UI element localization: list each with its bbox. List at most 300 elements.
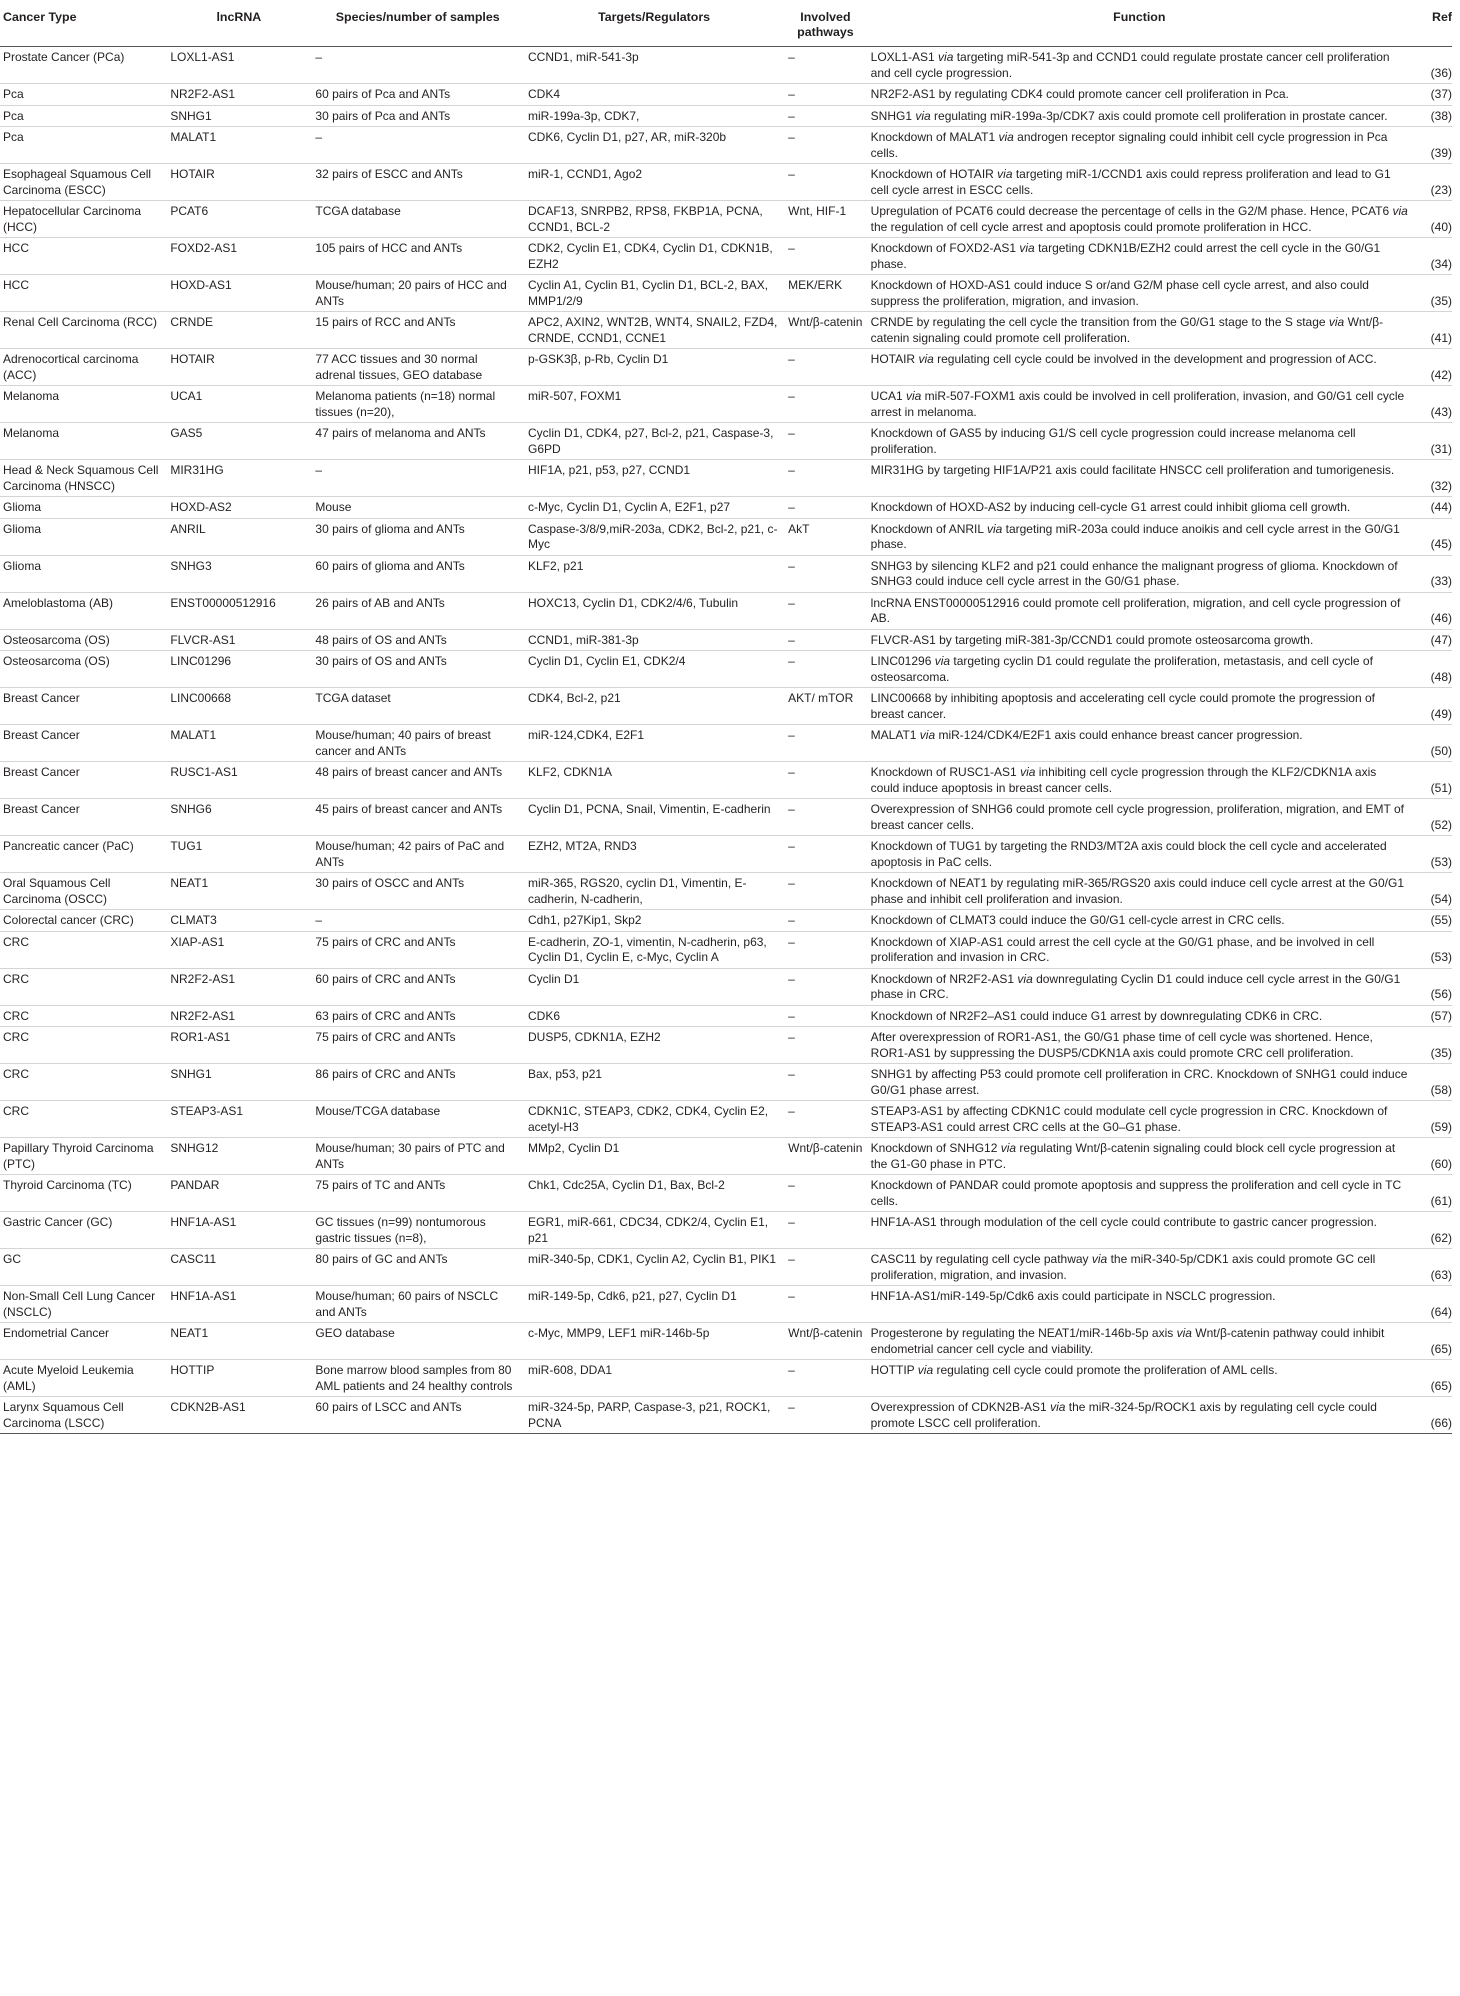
cell-cancer-type: Glioma (0, 555, 166, 592)
table-row (0, 497, 1452, 519)
cell-function: UCA1 via miR-507-FOXM1 axis could be involved in cell proliferation, invasion, and G0/G1 cell cycle arrest in melanoma. (867, 386, 1412, 423)
cell-lncrna: MALAT1 (166, 725, 311, 762)
table-row (0, 931, 1452, 968)
cell-function: Knockdown of MALAT1 via androgen receptor signaling could inhibit cell cycle progression in Pca cells. (867, 127, 1412, 164)
cell-targets-regulators: EGR1, miR-661, CDC34, CDK2/4, Cyclin E1, p21 (524, 1212, 784, 1249)
cell-targets-regulators: CCND1, miR-541-3p (524, 47, 784, 84)
cell-targets-regulators: miR-608, DDA1 (524, 1360, 784, 1397)
cell-cancer-type: HCC (0, 238, 166, 275)
table-row (0, 968, 1452, 1005)
cell-cancer-type: Oral Squamous Cell Carcinoma (OSCC) (0, 873, 166, 910)
cell-lncrna: TUG1 (166, 836, 311, 873)
cell-ref: (62) (1412, 1212, 1452, 1249)
cell-cancer-type: Larynx Squamous Cell Carcinoma (LSCC) (0, 1397, 166, 1434)
table-row (0, 762, 1452, 799)
cell-cancer-type: Ameloblastoma (AB) (0, 592, 166, 629)
cell-ref: (55) (1412, 910, 1452, 932)
table-row (0, 423, 1452, 460)
table-row (0, 725, 1452, 762)
table-row (0, 84, 1452, 106)
cell-species-samples: TCGA database (311, 201, 524, 238)
cell-function: STEAP3-AS1 by affecting CDKN1C could modulate cell cycle progression in CRC. Knockdown of STEAP3-AS1 could arrest CRC cells at the G0–G1 phase. (867, 1101, 1412, 1138)
cell-ref: (49) (1412, 688, 1452, 725)
cell-involved-pathways: – (784, 47, 867, 84)
table-row (0, 127, 1452, 164)
cell-targets-regulators: EZH2, MT2A, RND3 (524, 836, 784, 873)
cell-targets-regulators: E-cadherin, ZO-1, vimentin, N-cadherin, p63, Cyclin D1, Cyclin E, c-Myc, Cyclin A (524, 931, 784, 968)
cell-targets-regulators: CDK2, Cyclin E1, CDK4, Cyclin D1, CDKN1B, EZH2 (524, 238, 784, 275)
cell-targets-regulators: p-GSK3β, p-Rb, Cyclin D1 (524, 349, 784, 386)
cell-ref: (40) (1412, 201, 1452, 238)
cell-ref: (32) (1412, 460, 1452, 497)
cell-function: HOTTIP via regulating cell cycle could promote the proliferation of AML cells. (867, 1360, 1412, 1397)
table-row (0, 349, 1452, 386)
cell-species-samples: 47 pairs of melanoma and ANTs (311, 423, 524, 460)
cell-targets-regulators: miR-1, CCND1, Ago2 (524, 164, 784, 201)
table-header (0, 0, 1452, 47)
cell-involved-pathways: – (784, 105, 867, 127)
cell-targets-regulators: KLF2, CDKN1A (524, 762, 784, 799)
cell-lncrna: STEAP3-AS1 (166, 1101, 311, 1138)
cell-species-samples: 45 pairs of breast cancer and ANTs (311, 799, 524, 836)
cell-lncrna: NR2F2-AS1 (166, 968, 311, 1005)
cell-cancer-type: Papillary Thyroid Carcinoma (PTC) (0, 1138, 166, 1175)
cell-involved-pathways: – (784, 1397, 867, 1434)
table-row (0, 555, 1452, 592)
cell-cancer-type: Melanoma (0, 386, 166, 423)
table-row (0, 1101, 1452, 1138)
cell-lncrna: XIAP-AS1 (166, 931, 311, 968)
cell-involved-pathways: – (784, 1360, 867, 1397)
cell-ref: (60) (1412, 1138, 1452, 1175)
cell-species-samples: – (311, 910, 524, 932)
cell-ref: (43) (1412, 386, 1452, 423)
cell-lncrna: HNF1A-AS1 (166, 1212, 311, 1249)
cell-ref: (57) (1412, 1005, 1452, 1027)
table-row (0, 164, 1452, 201)
cell-species-samples: 15 pairs of RCC and ANTs (311, 312, 524, 349)
cell-involved-pathways: – (784, 238, 867, 275)
cell-targets-regulators: CCND1, miR-381-3p (524, 629, 784, 651)
cell-cancer-type: Renal Cell Carcinoma (RCC) (0, 312, 166, 349)
table-row (0, 201, 1452, 238)
cell-cancer-type: Breast Cancer (0, 688, 166, 725)
cell-involved-pathways: Wnt/β-catenin (784, 312, 867, 349)
cell-lncrna: SNHG12 (166, 1138, 311, 1175)
cell-lncrna: SNHG6 (166, 799, 311, 836)
cell-species-samples: – (311, 460, 524, 497)
cell-species-samples: Mouse/human; 20 pairs of HCC and ANTs (311, 275, 524, 312)
table-row (0, 1397, 1452, 1434)
table-row (0, 651, 1452, 688)
cell-cancer-type: Non-Small Cell Lung Cancer (NSCLC) (0, 1286, 166, 1323)
cell-species-samples: 105 pairs of HCC and ANTs (311, 238, 524, 275)
table-row (0, 1249, 1452, 1286)
cell-ref: (38) (1412, 105, 1452, 127)
cell-cancer-type: HCC (0, 275, 166, 312)
cell-species-samples: 60 pairs of LSCC and ANTs (311, 1397, 524, 1434)
table-row (0, 1360, 1452, 1397)
cell-cancer-type: Pca (0, 84, 166, 106)
cell-lncrna: LINC00668 (166, 688, 311, 725)
cell-species-samples: 75 pairs of CRC and ANTs (311, 1027, 524, 1064)
cell-cancer-type: Glioma (0, 518, 166, 555)
cell-lncrna: CRNDE (166, 312, 311, 349)
table-row (0, 629, 1452, 651)
cell-function: Overexpression of SNHG6 could promote cell cycle progression, proliferation, migration, and EMT of breast cancer cells. (867, 799, 1412, 836)
cell-species-samples: Mouse/human; 40 pairs of breast cancer and ANTs (311, 725, 524, 762)
cell-ref: (51) (1412, 762, 1452, 799)
cell-lncrna: HOTAIR (166, 164, 311, 201)
cell-involved-pathways: – (784, 460, 867, 497)
cell-involved-pathways: Wnt/β-catenin (784, 1323, 867, 1360)
cell-targets-regulators: CDK6, Cyclin D1, p27, AR, miR-320b (524, 127, 784, 164)
cell-cancer-type: Melanoma (0, 423, 166, 460)
cell-involved-pathways: – (784, 164, 867, 201)
cell-involved-pathways: – (784, 423, 867, 460)
cell-targets-regulators: Cyclin D1, Cyclin E1, CDK2/4 (524, 651, 784, 688)
cell-targets-regulators: Chk1, Cdc25A, Cyclin D1, Bax, Bcl-2 (524, 1175, 784, 1212)
cell-function: Knockdown of RUSC1-AS1 via inhibiting cell cycle progression through the KLF2/CDKN1A axis could induce apoptosis in breast cancer cells. (867, 762, 1412, 799)
cell-targets-regulators: Cyclin D1, CDK4, p27, Bcl-2, p21, Caspase-3, G6PD (524, 423, 784, 460)
cell-species-samples: Mouse/human; 30 pairs of PTC and ANTs (311, 1138, 524, 1175)
cell-involved-pathways: – (784, 1101, 867, 1138)
cell-function: Progesterone by regulating the NEAT1/miR-146b-5p axis via Wnt/β-catenin pathway could inhibit endometrial cancer cell cycle and viability. (867, 1323, 1412, 1360)
cell-function: Knockdown of PANDAR could promote apoptosis and suppress the proliferation and cell cycle in TC cells. (867, 1175, 1412, 1212)
cell-targets-regulators: CDKN1C, STEAP3, CDK2, CDK4, Cyclin E2, acetyl-H3 (524, 1101, 784, 1138)
cell-function: NR2F2-AS1 by regulating CDK4 could promote cancer cell proliferation in Pca. (867, 84, 1412, 106)
cell-involved-pathways: MEK/ERK (784, 275, 867, 312)
cell-targets-regulators: Bax, p53, p21 (524, 1064, 784, 1101)
cell-ref: (37) (1412, 84, 1452, 106)
cell-cancer-type: CRC (0, 1005, 166, 1027)
cell-species-samples: GEO database (311, 1323, 524, 1360)
table-row (0, 518, 1452, 555)
cell-function: Knockdown of NEAT1 by regulating miR-365/RGS20 axis could induce cell cycle arrest at the G0/G1 phase and inhibit cell proliferation and invasion. (867, 873, 1412, 910)
table-row (0, 1064, 1452, 1101)
cell-function: MIR31HG by targeting HIF1A/P21 axis could facilitate HNSCC cell proliferation and tumorigenesis. (867, 460, 1412, 497)
cell-cancer-type: Breast Cancer (0, 799, 166, 836)
cell-involved-pathways: – (784, 968, 867, 1005)
cell-involved-pathways: – (784, 386, 867, 423)
cell-species-samples: Mouse/human; 60 pairs of NSCLC and ANTs (311, 1286, 524, 1323)
cell-involved-pathways: Wnt/β-catenin (784, 1138, 867, 1175)
cell-ref: (48) (1412, 651, 1452, 688)
cell-species-samples: 75 pairs of TC and ANTs (311, 1175, 524, 1212)
cell-ref: (36) (1412, 47, 1452, 84)
cell-species-samples: Mouse (311, 497, 524, 519)
cell-involved-pathways: – (784, 1249, 867, 1286)
cell-cancer-type: Hepatocellular Carcinoma (HCC) (0, 201, 166, 238)
cell-involved-pathways: – (784, 497, 867, 519)
cell-cancer-type: Pca (0, 105, 166, 127)
cell-species-samples: 48 pairs of breast cancer and ANTs (311, 762, 524, 799)
cell-function: Knockdown of HOXD-AS1 could induce S or/and G2/M phase cell cycle arrest, and also could suppress the proliferation, migration, and invasion. (867, 275, 1412, 312)
cell-lncrna: MALAT1 (166, 127, 311, 164)
cell-function: HNF1A-AS1 through modulation of the cell cycle could contribute to gastric cancer progression. (867, 1212, 1412, 1249)
cell-ref: (65) (1412, 1323, 1452, 1360)
cell-species-samples: Mouse/TCGA database (311, 1101, 524, 1138)
cell-lncrna: ANRIL (166, 518, 311, 555)
cell-lncrna: LOXL1-AS1 (166, 47, 311, 84)
cell-lncrna: SNHG3 (166, 555, 311, 592)
table-row (0, 873, 1452, 910)
cell-ref: (61) (1412, 1175, 1452, 1212)
cell-cancer-type: Prostate Cancer (PCa) (0, 47, 166, 84)
cell-cancer-type: Colorectal cancer (CRC) (0, 910, 166, 932)
cell-ref: (35) (1412, 275, 1452, 312)
cell-ref: (45) (1412, 518, 1452, 555)
cell-lncrna: HOTTIP (166, 1360, 311, 1397)
cell-targets-regulators: miR-324-5p, PARP, Caspase-3, p21, ROCK1, PCNA (524, 1397, 784, 1434)
cell-targets-regulators: c-Myc, MMP9, LEF1 miR-146b-5p (524, 1323, 784, 1360)
cell-ref: (53) (1412, 836, 1452, 873)
cell-targets-regulators: Cyclin A1, Cyclin B1, Cyclin D1, BCL-2, BAX, MMP1/2/9 (524, 275, 784, 312)
header-targets-regulators: Targets/Regulators (524, 0, 784, 47)
cell-lncrna: FLVCR-AS1 (166, 629, 311, 651)
cell-ref: (23) (1412, 164, 1452, 201)
cell-involved-pathways: – (784, 873, 867, 910)
cell-species-samples: 30 pairs of glioma and ANTs (311, 518, 524, 555)
header-row (0, 0, 1452, 47)
cell-species-samples: 86 pairs of CRC and ANTs (311, 1064, 524, 1101)
cell-targets-regulators: DUSP5, CDKN1A, EZH2 (524, 1027, 784, 1064)
cell-function: Knockdown of HOTAIR via targeting miR-1/CCND1 axis could repress proliferation and lead to G1 cell cycle arrest in ESCC cells. (867, 164, 1412, 201)
table-row (0, 105, 1452, 127)
cell-cancer-type: Gastric Cancer (GC) (0, 1212, 166, 1249)
cell-targets-regulators: APC2, AXIN2, WNT2B, WNT4, SNAIL2, FZD4, CRNDE, CCND1, CCNE1 (524, 312, 784, 349)
header-ref: Ref (1412, 0, 1452, 47)
cell-involved-pathways: – (784, 592, 867, 629)
cell-species-samples: TCGA dataset (311, 688, 524, 725)
table-row (0, 592, 1452, 629)
cell-ref: (50) (1412, 725, 1452, 762)
cell-cancer-type: Pancreatic cancer (PaC) (0, 836, 166, 873)
cell-cancer-type: Head & Neck Squamous Cell Carcinoma (HNSCC) (0, 460, 166, 497)
cell-species-samples: 75 pairs of CRC and ANTs (311, 931, 524, 968)
cell-targets-regulators: Caspase-3/8/9,miR-203a, CDK2, Bcl-2, p21, c-Myc (524, 518, 784, 555)
cell-involved-pathways: – (784, 762, 867, 799)
cell-function: After overexpression of ROR1-AS1, the G0/G1 phase time of cell cycle was shortened. Hence, ROR1-AS1 by suppressing the DUSP5/CDKN1A axis could promote CRC cell proliferation. (867, 1027, 1412, 1064)
cell-involved-pathways: – (784, 629, 867, 651)
cell-function: Knockdown of SNHG12 via regulating Wnt/β-catenin signaling could block cell cycle progression at the G1-G0 phase in PTC. (867, 1138, 1412, 1175)
cell-function: Knockdown of NR2F2–AS1 could induce G1 arrest by downregulating CDK6 in CRC. (867, 1005, 1412, 1027)
cell-involved-pathways: – (784, 799, 867, 836)
table-row (0, 386, 1452, 423)
cell-species-samples: 80 pairs of GC and ANTs (311, 1249, 524, 1286)
cell-lncrna: PCAT6 (166, 201, 311, 238)
cell-lncrna: LINC01296 (166, 651, 311, 688)
cell-ref: (65) (1412, 1360, 1452, 1397)
cell-function: FLVCR-AS1 by targeting miR-381-3p/CCND1 could promote osteosarcoma growth. (867, 629, 1412, 651)
cell-function: Knockdown of NR2F2-AS1 via downregulating Cyclin D1 could induce cell cycle arrest in the G0/G1 phase in CRC. (867, 968, 1412, 1005)
cell-lncrna: ROR1-AS1 (166, 1027, 311, 1064)
cell-targets-regulators: KLF2, p21 (524, 555, 784, 592)
cell-species-samples: 30 pairs of OS and ANTs (311, 651, 524, 688)
table-row (0, 1005, 1452, 1027)
table-row (0, 1175, 1452, 1212)
cell-targets-regulators: CDK4, Bcl-2, p21 (524, 688, 784, 725)
cell-ref: (35) (1412, 1027, 1452, 1064)
cell-involved-pathways: – (784, 127, 867, 164)
cell-species-samples: 63 pairs of CRC and ANTs (311, 1005, 524, 1027)
cell-targets-regulators: HOXC13, Cyclin D1, CDK2/4/6, Tubulin (524, 592, 784, 629)
cell-function: MALAT1 via miR-124/CDK4/E2F1 axis could enhance breast cancer progression. (867, 725, 1412, 762)
cell-species-samples: Melanoma patients (n=18) normal tissues (n=20), (311, 386, 524, 423)
table-row (0, 312, 1452, 349)
cell-ref: (56) (1412, 968, 1452, 1005)
table-row (0, 1212, 1452, 1249)
cell-cancer-type: Osteosarcoma (OS) (0, 651, 166, 688)
table-row (0, 1138, 1452, 1175)
cell-cancer-type: CRC (0, 1101, 166, 1138)
cell-species-samples: 48 pairs of OS and ANTs (311, 629, 524, 651)
cell-function: Knockdown of FOXD2-AS1 via targeting CDKN1B/EZH2 could arrest the cell cycle in the G0/G1 phase. (867, 238, 1412, 275)
cell-function: HOTAIR via regulating cell cycle could be involved in the development and progression of ACC. (867, 349, 1412, 386)
header-lncrna: lncRNA (166, 0, 311, 47)
cell-species-samples: 26 pairs of AB and ANTs (311, 592, 524, 629)
table-row (0, 836, 1452, 873)
cell-ref: (42) (1412, 349, 1452, 386)
cell-function: lncRNA ENST00000512916 could promote cell proliferation, migration, and cell cycle progression of AB. (867, 592, 1412, 629)
header-involved-pathways: Involved pathways (784, 0, 867, 47)
cell-ref: (52) (1412, 799, 1452, 836)
cell-species-samples: Mouse/human; 42 pairs of PaC and ANTs (311, 836, 524, 873)
cell-targets-regulators: miR-365, RGS20, cyclin D1, Vimentin, E-cadherin, N-cadherin, (524, 873, 784, 910)
cell-function: Overexpression of CDKN2B-AS1 via the miR-324-5p/ROCK1 axis by regulating cell cycle could promote LSCC cell proliferation. (867, 1397, 1412, 1434)
cell-cancer-type: Pca (0, 127, 166, 164)
cell-cancer-type: Glioma (0, 497, 166, 519)
cell-function: CASC11 by regulating cell cycle pathway via the miR-340-5p/CDK1 axis could promote GC cell proliferation, migration, and invasion. (867, 1249, 1412, 1286)
cell-involved-pathways: – (784, 1175, 867, 1212)
cell-ref: (58) (1412, 1064, 1452, 1101)
cell-ref: (63) (1412, 1249, 1452, 1286)
cell-ref: (64) (1412, 1286, 1452, 1323)
cell-function: Knockdown of HOXD-AS2 by inducing cell-cycle G1 arrest could inhibit glioma cell growth. (867, 497, 1412, 519)
cell-ref: (59) (1412, 1101, 1452, 1138)
cell-ref: (31) (1412, 423, 1452, 460)
cell-ref: (54) (1412, 873, 1452, 910)
cell-targets-regulators: miR-124,CDK4, E2F1 (524, 725, 784, 762)
cell-function: LINC01296 via targeting cyclin D1 could regulate the proliferation, metastasis, and cell cycle of osteosarcoma. (867, 651, 1412, 688)
cell-cancer-type: Esophageal Squamous Cell Carcinoma (ESCC) (0, 164, 166, 201)
cell-function: LINC00668 by inhibiting apoptosis and accelerating cell cycle could promote the progression of breast cancer. (867, 688, 1412, 725)
header-cancer-type: Cancer Type (0, 0, 166, 47)
cell-lncrna: MIR31HG (166, 460, 311, 497)
cell-targets-regulators: Cdh1, p27Kip1, Skp2 (524, 910, 784, 932)
cell-species-samples: 60 pairs of glioma and ANTs (311, 555, 524, 592)
cell-involved-pathways: – (784, 1212, 867, 1249)
table-row (0, 688, 1452, 725)
table-row (0, 47, 1452, 84)
cell-lncrna: HNF1A-AS1 (166, 1286, 311, 1323)
cell-cancer-type: GC (0, 1249, 166, 1286)
cell-species-samples: – (311, 127, 524, 164)
cell-targets-regulators: CDK4 (524, 84, 784, 106)
cell-species-samples: 77 ACC tissues and 30 normal adrenal tissues, GEO database (311, 349, 524, 386)
table-body (0, 47, 1452, 1434)
cell-species-samples: 60 pairs of CRC and ANTs (311, 968, 524, 1005)
cell-function: Knockdown of GAS5 by inducing G1/S cell cycle progression could increase melanoma cell proliferation. (867, 423, 1412, 460)
cell-cancer-type: Breast Cancer (0, 762, 166, 799)
cell-function: HNF1A-AS1/miR-149-5p/Cdk6 axis could participate in NSCLC progression. (867, 1286, 1412, 1323)
cell-ref: (66) (1412, 1397, 1452, 1434)
cell-ref: (39) (1412, 127, 1452, 164)
table-row (0, 799, 1452, 836)
cell-lncrna: CASC11 (166, 1249, 311, 1286)
cell-lncrna: FOXD2-AS1 (166, 238, 311, 275)
cell-cancer-type: CRC (0, 968, 166, 1005)
cell-targets-regulators: miR-340-5p, CDK1, Cyclin A2, Cyclin B1, PIK1 (524, 1249, 784, 1286)
table-row (0, 1027, 1452, 1064)
cell-involved-pathways: Wnt, HIF-1 (784, 201, 867, 238)
table-row (0, 460, 1452, 497)
cell-function: Knockdown of ANRIL via targeting miR-203a could induce anoikis and cell cycle arrest in the G0/G1 phase. (867, 518, 1412, 555)
cell-species-samples: 32 pairs of ESCC and ANTs (311, 164, 524, 201)
cell-ref: (33) (1412, 555, 1452, 592)
cell-involved-pathways: – (784, 931, 867, 968)
cell-targets-regulators: c-Myc, Cyclin D1, Cyclin A, E2F1, p27 (524, 497, 784, 519)
cell-lncrna: NR2F2-AS1 (166, 84, 311, 106)
cell-cancer-type: CRC (0, 1064, 166, 1101)
cell-involved-pathways: – (784, 836, 867, 873)
cell-cancer-type: Thyroid Carcinoma (TC) (0, 1175, 166, 1212)
cell-function: Knockdown of TUG1 by targeting the RND3/MT2A axis could block the cell cycle and accelerated apoptosis in PaC cells. (867, 836, 1412, 873)
cell-function: SNHG3 by silencing KLF2 and p21 could enhance the malignant progress of glioma. Knockdown of SNHG3 could induce cell cycle arrest in the G0/G1 phase. (867, 555, 1412, 592)
cell-function: Knockdown of XIAP-AS1 could arrest the cell cycle at the G0/G1 phase, and be involved in cell proliferation and invasion in CRC. (867, 931, 1412, 968)
cell-targets-regulators: HIF1A, p21, p53, p27, CCND1 (524, 460, 784, 497)
cell-involved-pathways: – (784, 1286, 867, 1323)
cell-targets-regulators: MMp2, Cyclin D1 (524, 1138, 784, 1175)
table-row (0, 1286, 1452, 1323)
cell-ref: (47) (1412, 629, 1452, 651)
cell-cancer-type: CRC (0, 1027, 166, 1064)
cell-cancer-type: Breast Cancer (0, 725, 166, 762)
cell-involved-pathways: – (784, 651, 867, 688)
cell-lncrna: NEAT1 (166, 1323, 311, 1360)
cell-involved-pathways: – (784, 84, 867, 106)
cell-lncrna: CLMAT3 (166, 910, 311, 932)
cell-function: Knockdown of CLMAT3 could induce the G0/G1 cell-cycle arrest in CRC cells. (867, 910, 1412, 932)
cell-cancer-type: Adrenocortical carcinoma (ACC) (0, 349, 166, 386)
cell-cancer-type: Acute Myeloid Leukemia (AML) (0, 1360, 166, 1397)
cell-targets-regulators: miR-199a-3p, CDK7, (524, 105, 784, 127)
cell-involved-pathways: – (784, 349, 867, 386)
cell-lncrna: HOXD-AS2 (166, 497, 311, 519)
cell-involved-pathways: AKT/ mTOR (784, 688, 867, 725)
cell-cancer-type: Endometrial Cancer (0, 1323, 166, 1360)
cell-species-samples: 30 pairs of OSCC and ANTs (311, 873, 524, 910)
cell-ref: (44) (1412, 497, 1452, 519)
cell-involved-pathways: – (784, 910, 867, 932)
cell-lncrna: UCA1 (166, 386, 311, 423)
cell-function: CRNDE by regulating the cell cycle the transition from the G0/G1 stage to the S stage via Wnt/β-catenin signaling could promote cell proliferation. (867, 312, 1412, 349)
header-function: Function (867, 0, 1412, 47)
cell-function: Upregulation of PCAT6 could decrease the percentage of cells in the G2/M phase. Hence, PCAT6 via the regulation of cell cycle arrest and apoptosis could promote proliferation in HCC. (867, 201, 1412, 238)
cell-lncrna: GAS5 (166, 423, 311, 460)
cell-lncrna: SNHG1 (166, 1064, 311, 1101)
cell-species-samples: 60 pairs of Pca and ANTs (311, 84, 524, 106)
header-species-samples: Species/number of samples (311, 0, 524, 47)
table-row (0, 238, 1452, 275)
cell-lncrna: HOTAIR (166, 349, 311, 386)
cell-function: SNHG1 via regulating miR-199a-3p/CDK7 axis could promote cell proliferation in prostate cancer. (867, 105, 1412, 127)
cell-lncrna: NR2F2-AS1 (166, 1005, 311, 1027)
cell-targets-regulators: Cyclin D1, PCNA, Snail, Vimentin, E-cadherin (524, 799, 784, 836)
cell-targets-regulators: miR-149-5p, Cdk6, p21, p27, Cyclin D1 (524, 1286, 784, 1323)
table-row (0, 910, 1452, 932)
cell-targets-regulators: DCAF13, SNRPB2, RPS8, FKBP1A, PCNA, CCND1, BCL-2 (524, 201, 784, 238)
